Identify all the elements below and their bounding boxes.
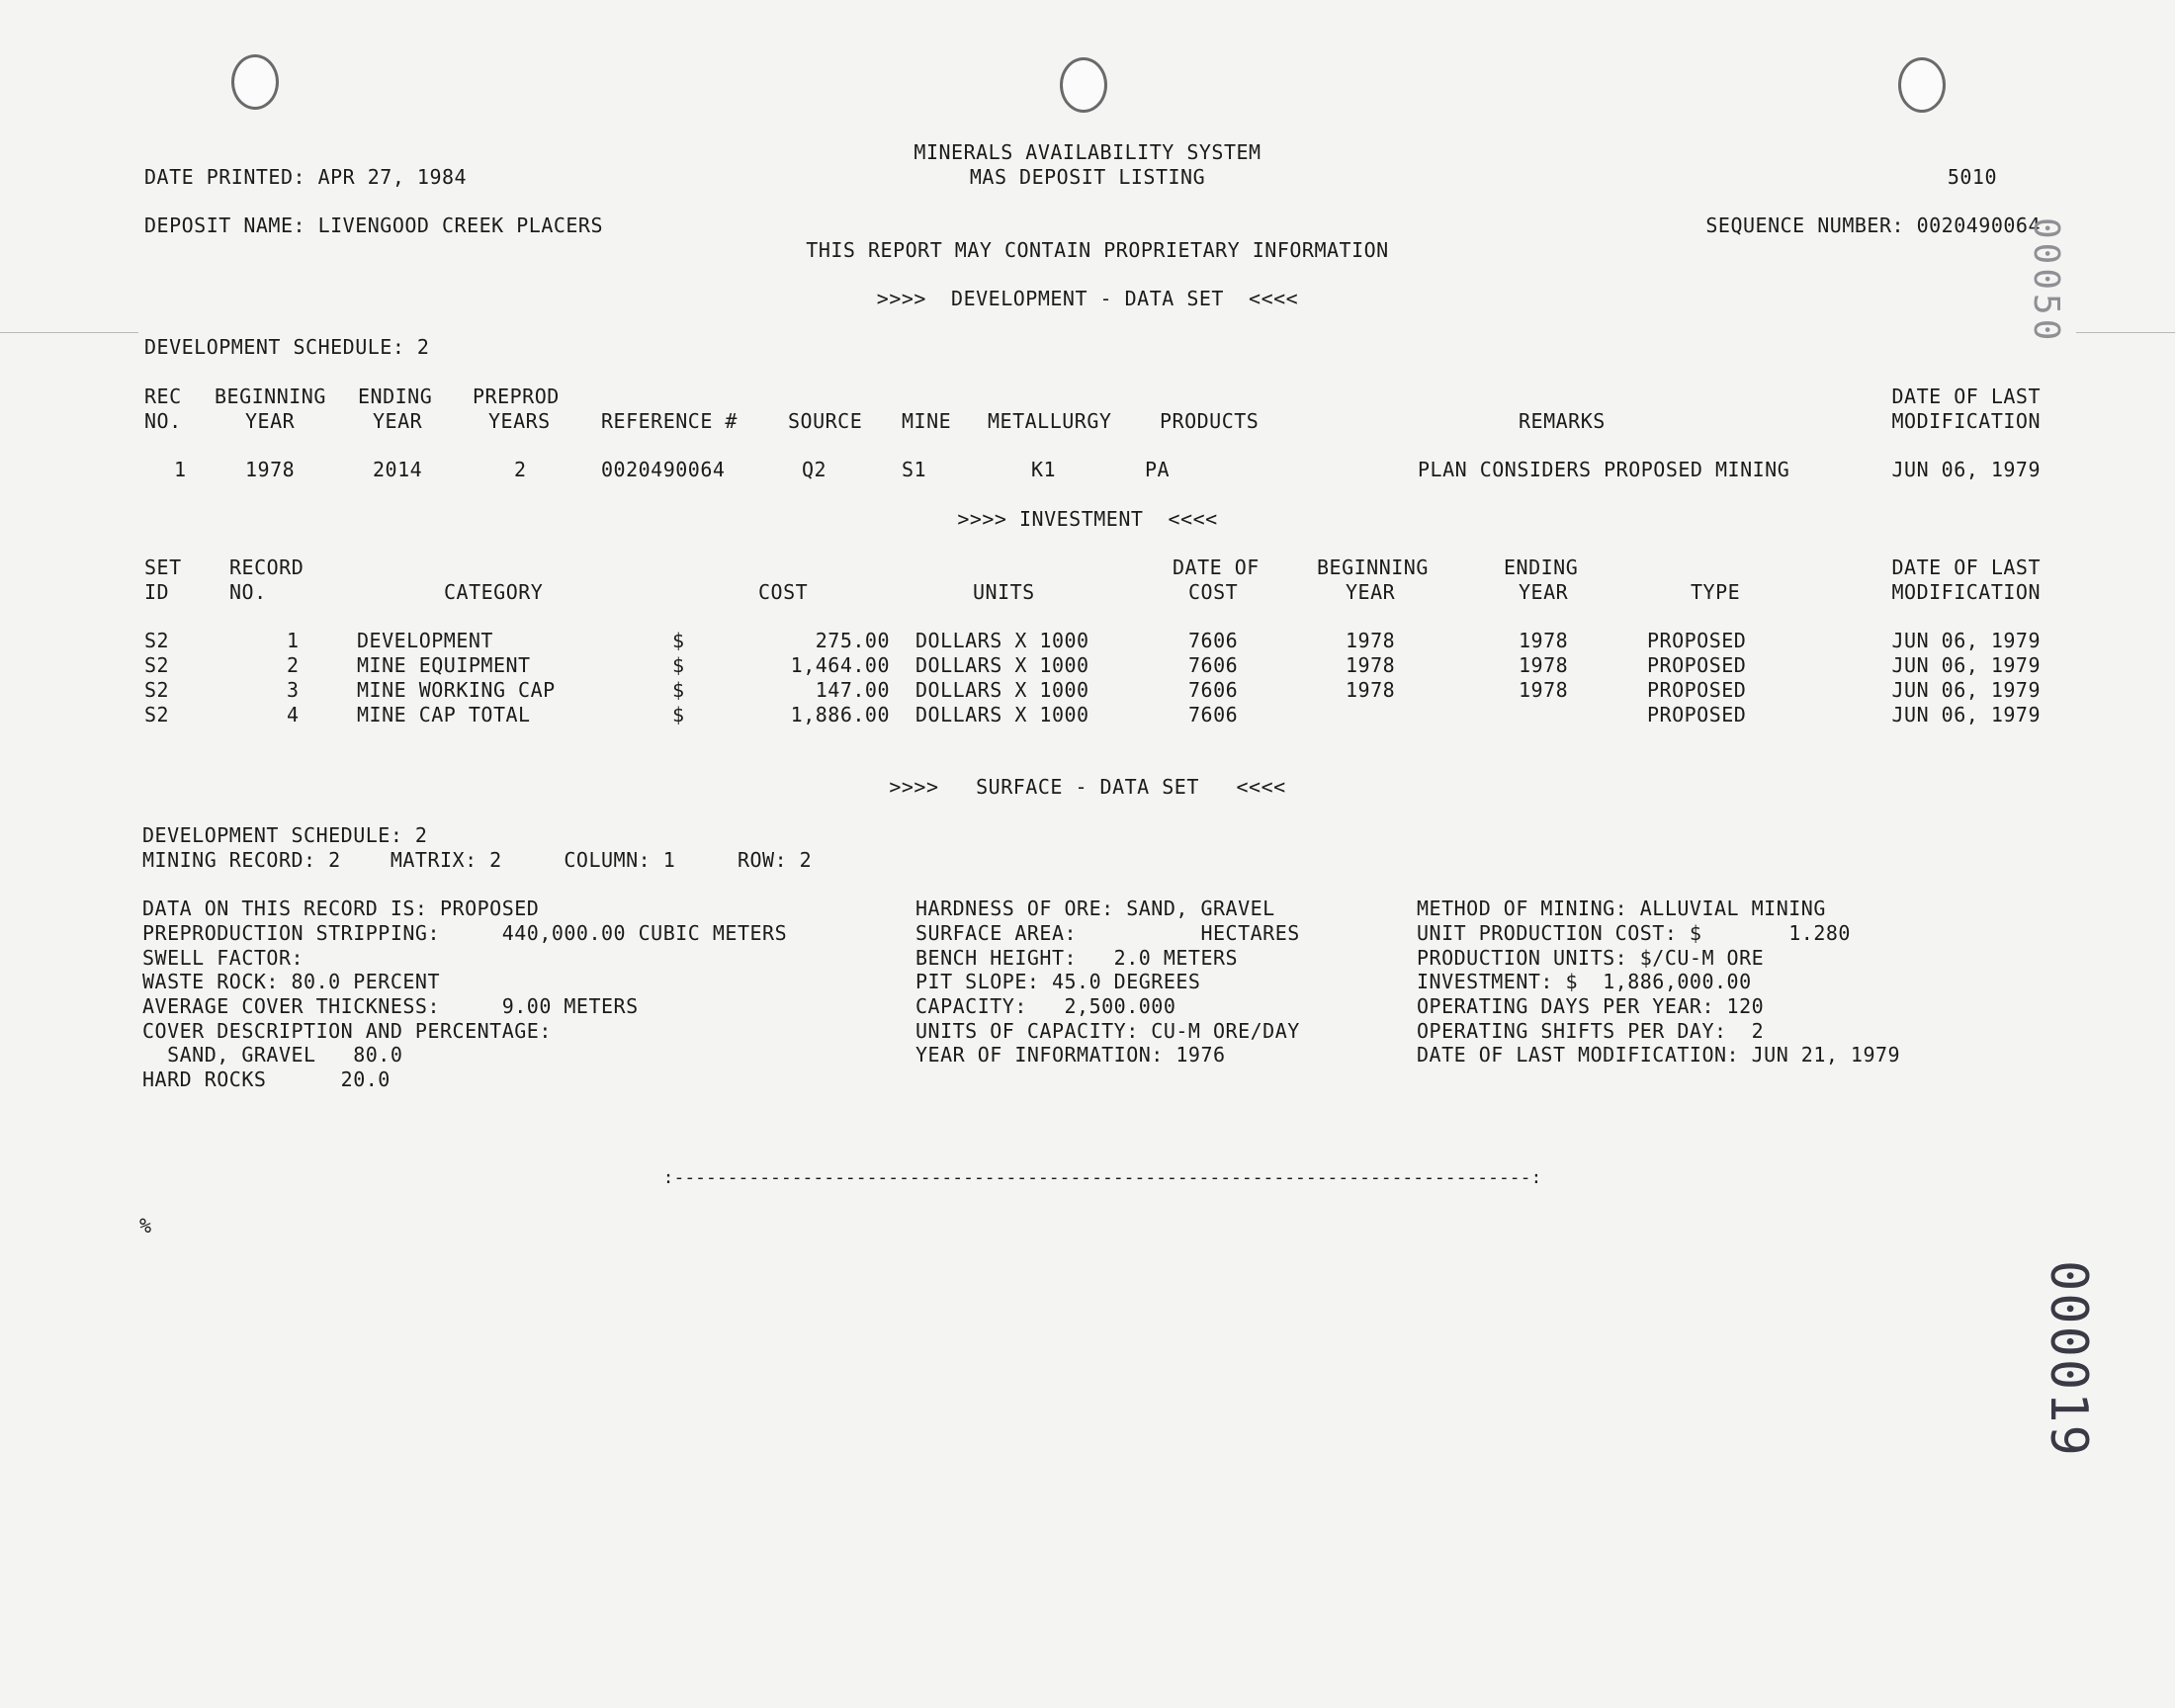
inv-record-no: 1 (287, 629, 300, 652)
surface-field: HARD ROCKS 20.0 (142, 1068, 391, 1091)
inv-header-modification: MODIFICATION (1891, 580, 2041, 604)
inv-ending-year: 1978 (1519, 678, 1569, 702)
surface-field: SURFACE AREA: HECTARES (915, 921, 1300, 945)
dev-products: PA (1145, 458, 1171, 481)
inv-dollar-sign: $ (672, 653, 685, 677)
surface-field: PRODUCTION UNITS: $/CU-M ORE (1417, 946, 1765, 970)
inv-type: PROPOSED (1647, 678, 1747, 702)
dev-metallurgy: K1 (1031, 458, 1057, 481)
surface-field: PREPRODUCTION STRIPPING: 440,000.00 CUBIC METERS (142, 921, 788, 945)
inv-cost: 1,464.00 (790, 653, 890, 677)
dev-header-year-end: YEAR (373, 409, 423, 433)
dev-header-beginning: BEGINNING (215, 384, 326, 408)
dev-header-year-begin: YEAR (245, 409, 296, 433)
surface-field: UNITS OF CAPACITY: CU-M ORE/DAY (915, 1019, 1300, 1043)
report-title: MINERALS AVAILABILITY SYSTEM (914, 140, 1262, 164)
dev-header-date-of-last: DATE OF LAST (1891, 384, 2041, 408)
surface-field: YEAR OF INFORMATION: 1976 (915, 1043, 1226, 1067)
percent-mark: % (139, 1214, 152, 1238)
surface-field: UNIT PRODUCTION COST: $ 1.280 (1417, 921, 1851, 945)
inv-units: DOLLARS X 1000 (915, 629, 1089, 652)
dev-header-no: NO. (144, 409, 182, 433)
surface-field: SWELL FACTOR: (142, 946, 304, 970)
surface-field: DATA ON THIS RECORD IS: PROPOSED (142, 897, 540, 920)
inv-header-cost2: COST (1188, 580, 1239, 604)
inv-header-date-of: DATE OF (1173, 555, 1260, 579)
surface-field: DATE OF LAST MODIFICATION: JUN 21, 1979 (1417, 1043, 1901, 1067)
dev-mine: S1 (902, 458, 927, 481)
inv-set-id: S2 (144, 653, 170, 677)
inv-category: MINE CAP TOTAL (357, 703, 531, 726)
inv-record-no: 4 (287, 703, 300, 726)
investment-section-title: >>>> INVESTMENT <<<< (957, 507, 1218, 531)
right-edge-mark (2076, 332, 2175, 333)
inv-header-no: NO. (229, 580, 267, 604)
surface-field: HARDNESS OF ORE: SAND, GRAVEL (915, 897, 1275, 920)
inv-header-beginning: BEGINNING (1317, 555, 1429, 579)
dev-header-products: PRODUCTS (1160, 409, 1260, 433)
dev-header-metallurgy: METALLURGY (988, 409, 1112, 433)
inv-date-modified: JUN 06, 1979 (1891, 703, 2041, 726)
stamp-number-top: 00050 (2026, 217, 2066, 345)
inv-header-category: CATEGORY (444, 580, 544, 604)
proprietary-notice: THIS REPORT MAY CONTAIN PROPRIETARY INFORMATION (806, 238, 1389, 262)
surface-record-line: MINING RECORD: 2 MATRIX: 2 COLUMN: 1 ROW: 2 (142, 848, 813, 872)
dev-header-source: SOURCE (788, 409, 863, 433)
inv-cost: 147.00 (815, 678, 890, 702)
inv-units: DOLLARS X 1000 (915, 703, 1089, 726)
inv-cost: 275.00 (815, 629, 890, 652)
inv-type: PROPOSED (1647, 703, 1747, 726)
separator-line: :--------------------------------------------------------------------------------: (662, 1167, 1542, 1188)
inv-record-no: 2 (287, 653, 300, 677)
inv-dollar-sign: $ (672, 629, 685, 652)
inv-set-id: S2 (144, 678, 170, 702)
inv-cost: 1,886.00 (790, 703, 890, 726)
inv-date-modified: JUN 06, 1979 (1891, 629, 2041, 652)
page-code: 5010 (1947, 165, 1997, 189)
punch-hole-left (231, 54, 279, 110)
dev-header-modification: MODIFICATION (1891, 409, 2041, 433)
inv-category: DEVELOPMENT (357, 629, 493, 652)
inv-category: MINE EQUIPMENT (357, 653, 531, 677)
surface-field: OPERATING SHIFTS PER DAY: 2 (1417, 1019, 1765, 1043)
surface-field: WASTE ROCK: 80.0 PERCENT (142, 970, 440, 993)
stamp-number-bottom: 000019 (2039, 1260, 2098, 1458)
dev-header-preprod: PREPROD (473, 384, 560, 408)
dev-header-remarks: REMARKS (1519, 409, 1606, 433)
date-printed: DATE PRINTED: APR 27, 1984 (144, 165, 468, 189)
dev-date-modified: JUN 06, 1979 (1891, 458, 2041, 481)
inv-set-id: S2 (144, 703, 170, 726)
development-section-title: >>>> DEVELOPMENT - DATA SET <<<< (876, 287, 1299, 310)
inv-header-date-of-last: DATE OF LAST (1891, 555, 2041, 579)
surface-field: SAND, GRAVEL 80.0 (142, 1043, 403, 1067)
punch-hole-right (1898, 57, 1946, 113)
surface-field: AVERAGE COVER THICKNESS: 9.00 METERS (142, 994, 639, 1018)
inv-date-of-cost: 7606 (1188, 629, 1239, 652)
dev-source: Q2 (802, 458, 827, 481)
surface-field: PIT SLOPE: 45.0 DEGREES (915, 970, 1201, 993)
inv-category: MINE WORKING CAP (357, 678, 556, 702)
surface-field: INVESTMENT: $ 1,886,000.00 (1417, 970, 1752, 993)
dev-header-mine: MINE (902, 409, 952, 433)
surface-schedule: DEVELOPMENT SCHEDULE: 2 (142, 823, 428, 847)
inv-beginning-year: 1978 (1346, 678, 1396, 702)
inv-units: DOLLARS X 1000 (915, 653, 1089, 677)
dev-header-ending: ENDING (358, 384, 433, 408)
dev-header-years: YEARS (488, 409, 551, 433)
inv-header-record: RECORD (229, 555, 304, 579)
inv-beginning-year: 1978 (1346, 629, 1396, 652)
inv-units: DOLLARS X 1000 (915, 678, 1089, 702)
inv-date-modified: JUN 06, 1979 (1891, 653, 2041, 677)
inv-ending-year: 1978 (1519, 629, 1569, 652)
surface-field: METHOD OF MINING: ALLUVIAL MINING (1417, 897, 1826, 920)
inv-type: PROPOSED (1647, 653, 1747, 677)
inv-dollar-sign: $ (672, 678, 685, 702)
development-schedule: DEVELOPMENT SCHEDULE: 2 (144, 335, 430, 359)
dev-preprod-years: 2 (514, 458, 527, 481)
report-subtitle: MAS DEPOSIT LISTING (969, 165, 1206, 189)
left-edge-mark (0, 332, 138, 333)
surface-section-title: >>>> SURFACE - DATA SET <<<< (889, 775, 1286, 799)
surface-field: CAPACITY: 2,500.000 (915, 994, 1176, 1018)
inv-date-modified: JUN 06, 1979 (1891, 678, 2041, 702)
deposit-name: DEPOSIT NAME: LIVENGOOD CREEK PLACERS (144, 214, 604, 237)
dev-remarks: PLAN CONSIDERS PROPOSED MINING (1418, 458, 1790, 481)
dev-header-rec: REC (144, 384, 182, 408)
inv-record-no: 3 (287, 678, 300, 702)
inv-header-set: SET (144, 555, 182, 579)
inv-header-id: ID (144, 580, 170, 604)
inv-header-cost: COST (758, 580, 809, 604)
inv-date-of-cost: 7606 (1188, 703, 1239, 726)
sequence-number: SEQUENCE NUMBER: 0020490064 (1705, 214, 2041, 237)
inv-dollar-sign: $ (672, 703, 685, 726)
inv-beginning-year: 1978 (1346, 653, 1396, 677)
surface-field: COVER DESCRIPTION AND PERCENTAGE: (142, 1019, 552, 1043)
dev-rec-no: 1 (174, 458, 187, 481)
inv-header-year-begin: YEAR (1346, 580, 1396, 604)
inv-header-year-end: YEAR (1519, 580, 1569, 604)
inv-date-of-cost: 7606 (1188, 653, 1239, 677)
surface-field: OPERATING DAYS PER YEAR: 120 (1417, 994, 1765, 1018)
inv-header-ending: ENDING (1504, 555, 1579, 579)
inv-ending-year: 1978 (1519, 653, 1569, 677)
inv-set-id: S2 (144, 629, 170, 652)
inv-header-units: UNITS (973, 580, 1035, 604)
dev-reference: 0020490064 (601, 458, 726, 481)
inv-header-type: TYPE (1691, 580, 1741, 604)
inv-type: PROPOSED (1647, 629, 1747, 652)
dev-header-reference: REFERENCE # (601, 409, 738, 433)
dev-ending-year: 2014 (373, 458, 423, 481)
surface-field: BENCH HEIGHT: 2.0 METERS (915, 946, 1239, 970)
punch-hole-center (1060, 57, 1107, 113)
dev-beginning-year: 1978 (245, 458, 296, 481)
inv-date-of-cost: 7606 (1188, 678, 1239, 702)
